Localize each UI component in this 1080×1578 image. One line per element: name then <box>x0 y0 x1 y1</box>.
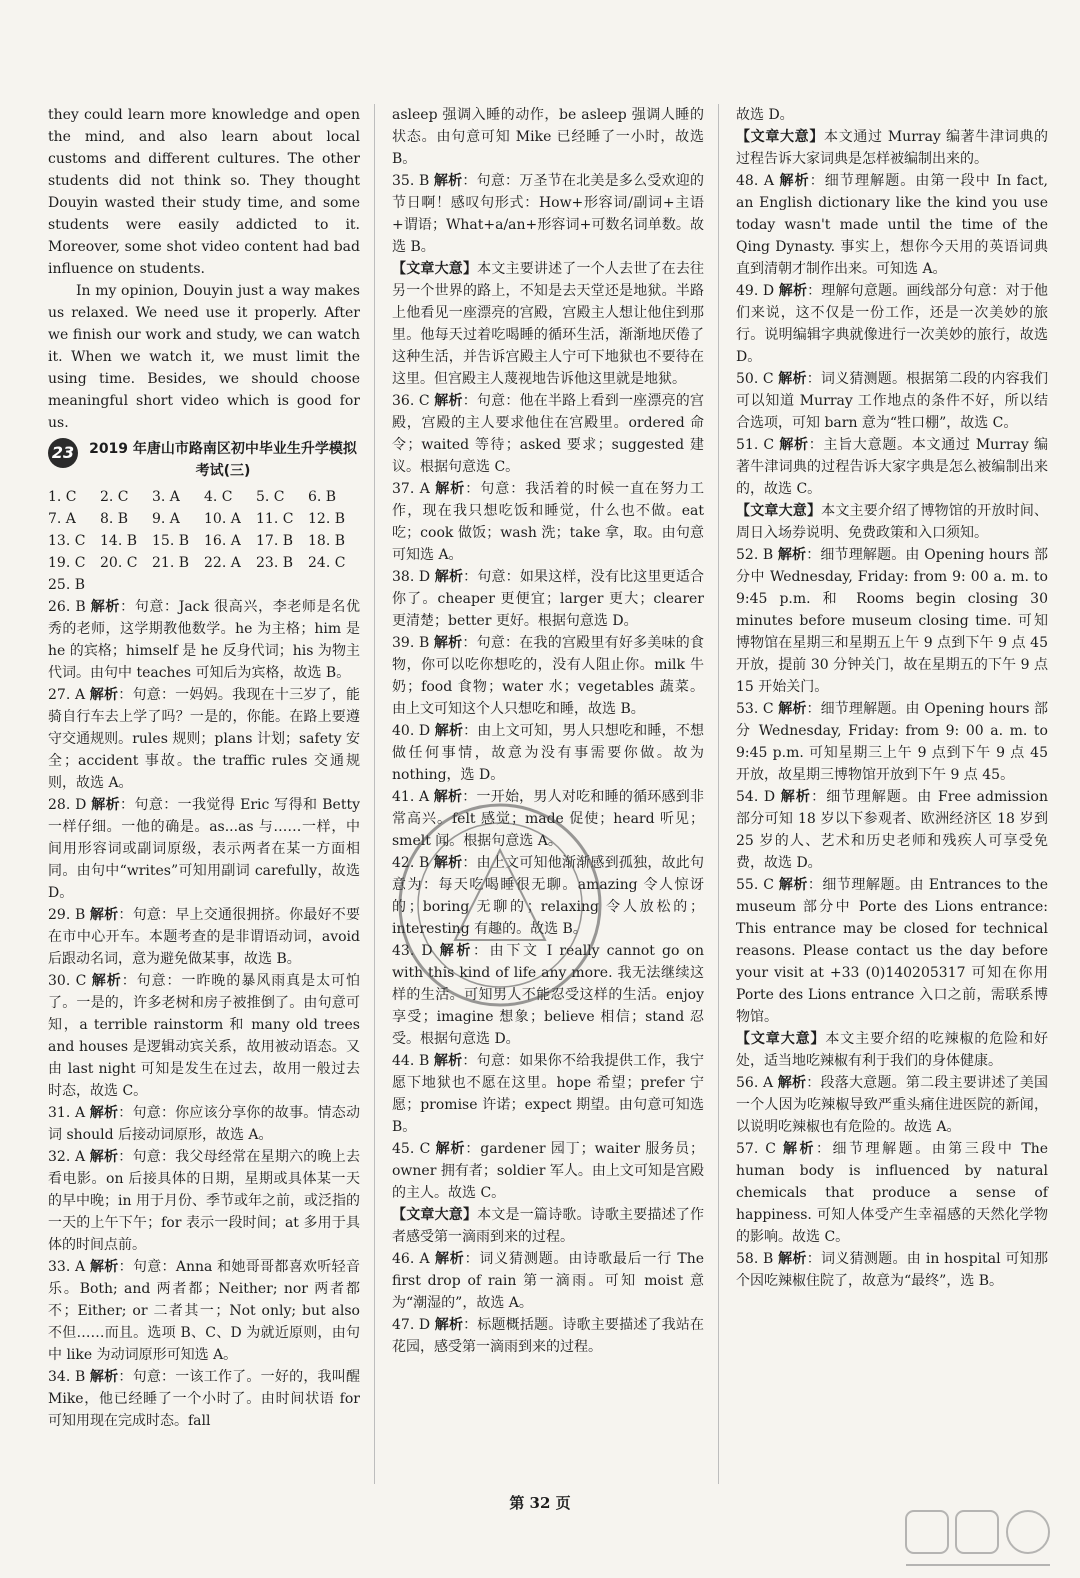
item-number: 39. B <box>392 635 430 651</box>
summary-label: 【文章大意】 <box>392 261 478 277</box>
item-text: ：句意：一昨晚的暴风雨真是太可怕了。一是的，许多老树和房子被推倒了。由句意可知，a terrible rainstorm 和 many old trees and houses 是逻辑动宾关系，故用被动语态。又由 last night 可知是发生在过去，故用一般过去时态，故选 C。 <box>48 973 360 1099</box>
item-number: 37. A <box>392 481 430 497</box>
summary-label: 【文章大意】 <box>736 1031 826 1047</box>
answer-cell: 9. A <box>152 511 180 527</box>
item-label: 解析 <box>434 1251 465 1267</box>
item-label: 解析 <box>434 1317 464 1333</box>
answer-cell: 16. A <box>204 533 241 549</box>
item-text: ：句意：Jack 很高兴，李老师是名优秀的老师，这学期教他数学。he 为主格；him 是 he 的宾格；himself 是 he 反身代词；his 为物主代词。由句中 teaches 可知后为宾格，故选 B。 <box>48 599 361 681</box>
item-number: 33. A <box>48 1259 86 1275</box>
answer-cell: 13. C <box>48 533 86 549</box>
answer-cell: 5. C <box>256 489 285 505</box>
item-text: ：句意：我活着的时候一直在努力工作，现在我只想吃饭和睡觉，什么也不做。eat 吃；cook 做饭；wash 洗；take 拿，取。由句意可知选 A。 <box>392 481 705 563</box>
answer-cell: 19. C <box>48 555 86 571</box>
item-number: 53. C <box>736 701 774 717</box>
item-label: 解析 <box>780 789 812 805</box>
explanation-item <box>736 280 1048 368</box>
explanation-item <box>48 794 360 904</box>
watermark-logo-icon <box>900 1505 1060 1575</box>
item-number: 55. C <box>736 877 774 893</box>
item-number: 42. B <box>392 855 430 871</box>
summary-text: 本文主要介绍了博物馆的开放时间、周日入场券说明、免费政策和入口须知。 <box>736 503 1049 541</box>
summary-label: 【文章大意】 <box>736 503 822 519</box>
explanation-item <box>48 904 360 970</box>
explanation-item <box>48 1366 360 1432</box>
explanation-item <box>48 1146 360 1256</box>
explanation-item <box>48 1256 360 1366</box>
item-label: 解析 <box>433 789 463 805</box>
section-number-badge: 23 <box>48 438 78 468</box>
item-number: 45. C <box>392 1141 431 1157</box>
item-label: 解析 <box>89 1105 119 1121</box>
item-text: ：词义猜测题。根据第二段的内容我们可以知道 Murray 工作地点的条件不好，所以结合选项，可知 barn 意为“牲口棚”，故选 C。 <box>736 371 1049 431</box>
item-number: 47. D <box>392 1317 431 1333</box>
item-text: ：句意：如果这样，没有比这里更适合你了。cheaper 更便宜；larger 更大；clearer 更清楚；better 更好。根据句意选 D。 <box>392 569 704 629</box>
explanation-item <box>48 970 360 1102</box>
answer-cell: 1. C <box>48 489 77 505</box>
item-label: 解析 <box>89 907 119 923</box>
item-number: 31. A <box>48 1105 86 1121</box>
item-text: ：一开始，男人对吃和睡的循环感到非常高兴。felt 感觉；made 促使；heard 听见；smelt 闻。根据句意选 A。 <box>392 789 705 849</box>
answer-cell: 22. A <box>204 555 241 571</box>
explanation-item <box>48 1102 360 1146</box>
item-text: ：句意：Anna 和她哥哥都喜欢听轻音乐。Both; and 两者都；Neither; nor 两者都不；Either; or 二者其一；Not only; but also 不但……而且。选项 B、C、D 为就近原则，由句中 like 为动词原形可知选 A。 <box>48 1259 361 1363</box>
item-text: ：细节理解题。由 Opening hours 部分 Wednesday, Friday: from 9: 00 a. m. to 9:45 p.m. 可知星期三上午 9 点到下午 9 点 45 开放，故星期三博物馆开放到下午 9 点 45。 <box>736 701 1048 783</box>
item-label: 解析 <box>90 599 121 615</box>
item-label: 解析 <box>433 855 463 871</box>
explanation-list <box>48 596 360 1432</box>
item-number: 51. C <box>736 437 775 453</box>
item-text: ：句意：如果你不给我提供工作，我宁愿下地狱也不愿在这里。hope 希望；prefer 宁愿；promise 许诺；expect 期望。由句意可知选 B。 <box>392 1053 704 1135</box>
item-number: 36. C <box>392 393 430 409</box>
multiple-choice-answers <box>48 486 360 596</box>
item-label: 解析 <box>91 797 121 813</box>
item-label: 解析 <box>434 569 464 585</box>
item-text: ：句意：万圣节在北美是多么受欢迎的节日啊！感叹句形式：How+形容词/副词+主语+谓语；What+a/an+形容词+可数名词单数。故选 B。 <box>392 173 704 255</box>
item-label: 解析 <box>778 371 807 387</box>
answer-cell: 18. B <box>308 533 346 549</box>
item-label: 解析 <box>778 701 807 717</box>
explanation-item <box>736 874 1048 1028</box>
item-number: 57. C <box>736 1141 776 1157</box>
item-label: 解析 <box>778 283 808 299</box>
explanation-item <box>392 390 704 478</box>
answer-cell: 15. B <box>152 533 190 549</box>
item-number: 44. B <box>392 1053 430 1069</box>
summary-paragraph <box>736 1028 1048 1072</box>
summary-paragraph <box>736 500 1048 544</box>
item-text: ：细节理解题。由 Opening hours 部分中 Wednesday, Friday: from 9: 00 a. m. to 9:45 p.m. 和 Rooms begin closing 30 minutes before museum closing time. 可知博物馆在星期三和星期五上午 9 点到下午 9 点 45 开放，提前 30 分钟关门，故在星期五的下午 9 点 15 开始关门。 <box>736 547 1049 695</box>
summary-paragraph <box>392 1204 704 1248</box>
item-text: ：段落大意题。第二段主要讲述了美国一个人因为吃辣椒导致严重头痛住进医院的新闻，以说明吃辣椒也有危险的。故选 A。 <box>736 1075 1049 1135</box>
explanation-item <box>736 368 1048 434</box>
item-number: 35. B <box>392 173 430 189</box>
item-label: 解析 <box>782 1141 817 1157</box>
item-text: ：句意：一该工作了。一好的，我叫醒 Mike，他已经睡了一个小时了。由时间状语 for 可知用现在完成时态。fall <box>48 1369 360 1429</box>
answer-cell: 6. B <box>308 489 337 505</box>
item-number: 26. B <box>48 599 86 615</box>
explanation-item <box>392 1248 704 1314</box>
answer-cell: 7. A <box>48 511 76 527</box>
column-divider <box>718 104 719 1484</box>
item-label: 解析 <box>433 635 463 651</box>
item-number: 48. A <box>736 173 774 189</box>
essay-paragraph: they could learn more knowledge and open the mind, and also learn about local customs and different cultures. The other students did not think so. They thought Douyin wasted their study time, and some students were easily addicted to it. Moreover, some shot video content had bad influence on students. <box>48 107 360 277</box>
item-label: 解析 <box>434 393 463 409</box>
answer-cell: 8. B <box>100 511 129 527</box>
item-label: 解析 <box>89 687 119 703</box>
item-text: ：句意：一妈妈。我现在十三岁了，能骑自行车去上学了吗？一是的，你能。在路上要遵守交通规则。rules 规则；plans 计划；safety 安全；accident 事故。the traffic rules 交通规则，故选 A。 <box>48 687 361 791</box>
item-text: ：标题概括题。诗歌主要描述了我站在花园，感受第一滴雨到来的过程。 <box>392 1317 704 1355</box>
answer-cell: 17. B <box>256 533 294 549</box>
item-label: 解析 <box>779 437 809 453</box>
item-label: 解析 <box>778 877 808 893</box>
summary-paragraph <box>736 126 1048 170</box>
item-number: 49. D <box>736 283 775 299</box>
answer-cell: 25. B <box>48 577 86 593</box>
explanation-item <box>736 434 1048 500</box>
answer-cell: 21. B <box>152 555 190 571</box>
explanation-item <box>736 544 1048 698</box>
item-label: 解析 <box>435 481 466 497</box>
answer-cell: 14. B <box>100 533 138 549</box>
summary-text: 本文是一篇诗歌。诗歌主要描述了作者感受第一滴雨到来的过程。 <box>392 1207 705 1245</box>
item-text: ：句意：早上交通很拥挤。你最好不要在市中心开车。本题考查的是非谓语动词，avoid 后跟动名词，意为避免做某事，故选 B。 <box>48 907 360 967</box>
explanation-item <box>392 1050 704 1138</box>
explanation-list <box>392 170 704 258</box>
item-number: 41. A <box>392 789 430 805</box>
item-label: 解析 <box>433 1053 463 1069</box>
explanation-list <box>392 1248 704 1358</box>
summary-paragraph <box>392 258 704 390</box>
continued-text: asleep 强调入睡的动作，be asleep 强调人睡的状态。由句意可知 Mike 已经睡了一小时，故选 B。 <box>392 107 704 167</box>
item-label: 解析 <box>435 1141 466 1157</box>
answer-cell: 12. B <box>308 511 346 527</box>
essay-paragraph: In my opinion, Douyin just a way makes us relaxed. We need use it properly. After we finish our work and study, we can watch it. When we watch it, we must limit the using time. Besides, we should choose meaningful short video which is good for us. <box>48 283 360 431</box>
page-number: 第 32 页 <box>509 1494 571 1512</box>
exam-title: 2019 年唐山市路南区初中毕业生升学模拟考试(三) <box>89 441 357 479</box>
explanation-list <box>736 170 1048 500</box>
explanation-list <box>736 544 1048 1028</box>
explanation-item <box>736 698 1048 786</box>
explanation-list <box>736 1072 1048 1292</box>
summary-label: 【文章大意】 <box>736 129 825 145</box>
item-number: 28. D <box>48 797 87 813</box>
explanation-item <box>392 1314 704 1358</box>
explanation-item <box>48 596 360 684</box>
answer-cell: 2. C <box>100 489 129 505</box>
answer-cell: 11. C <box>256 511 294 527</box>
item-text: ：由上文可知，男人只想吃和睡，不想做任何事情，故意为没有事需要你做。故为 nothing，选 D。 <box>392 723 704 783</box>
answer-cell: 24. C <box>308 555 346 571</box>
explanation-item <box>736 1248 1048 1292</box>
summary-label: 【文章大意】 <box>392 1207 478 1223</box>
item-text: ：理解句意题。画线部分句意：对于他们来说，这不仅是一份工作，还是一次美妙的旅行。说明编辑字典就像进行一次美妙的旅行，故选 D。 <box>736 283 1048 365</box>
item-text: ：由下文 I really cannot go on with this kind of life any more. 我无法继续这样的生活。可知男人不能忍受这样的生活。enjoy 享受；imagine 想象；believe 相信；stand 忍受。根据句意选 D。 <box>392 943 704 1047</box>
item-number: 50. C <box>736 371 774 387</box>
explanation-item <box>736 1138 1048 1248</box>
item-text: ：细节理解题。由 Free admission 部分可知 18 岁以下参观者、欧洲经济区 18 岁到 25 岁的人、艺术和历史老师和残疾人可享受免费，故选 D。 <box>736 789 1048 871</box>
item-text: ：句意：你应该分享你的故事。情态动词 should 后接动词原形，故选 A。 <box>48 1105 361 1143</box>
column-right <box>736 104 1048 1292</box>
item-text: ：细节理解题。由第一段中 In fact, an English dictionary like the kind you use today wasn't made until the time of the Qing Dynasty. 事实上，想你今天用的英语词典直到清朝才制作出来。可知选 A。 <box>736 173 1049 277</box>
item-number: 43. D <box>392 943 433 959</box>
column-middle <box>392 104 704 1358</box>
item-label: 解析 <box>434 723 464 739</box>
item-number: 56. A <box>736 1075 774 1091</box>
answer-cell: 10. A <box>204 511 241 527</box>
item-number: 40. D <box>392 723 431 739</box>
item-label: 解析 <box>89 1259 119 1275</box>
answer-cell: 23. B <box>256 555 294 571</box>
item-text: ：句意：我父母经常在星期六的晚上去看电影。on 后接具体的日期，星期或具体某一天的早中晚；in 用于月份、季节或年之前，或泛指的一天的上午下午；for 表示一段时间；at 多用于具体的时间点前。 <box>48 1149 361 1253</box>
item-number: 29. B <box>48 907 86 923</box>
item-text: ：句意：在我的宫殿里有好多美味的食物，你可以吃你想吃的，没有人阻止你。milk 牛奶；food 食物；water 水；vegetables 蔬菜。由上文可知这个人只想吃和睡，故选 B。 <box>392 635 704 717</box>
explanation-item <box>392 720 704 786</box>
item-text: ：主旨大意题。本文通过 Murray 编著牛津词典的过程告诉大家字典是怎么被编制出来的，故选 C。 <box>736 437 1048 497</box>
explanation-item <box>736 1072 1048 1138</box>
explanation-item <box>736 786 1048 874</box>
item-text: ：句意：他在半路上看到一座漂亮的宫殿，宫殿的主人要求他住在宫殿里。ordered 命令；waited 等待；asked 要求；suggested 建议。根据句意选 C。 <box>392 393 705 475</box>
item-number: 38. D <box>392 569 431 585</box>
explanation-item <box>392 1138 704 1204</box>
column-divider <box>374 104 375 1484</box>
summary-text: 本文主要介绍的吃辣椒的危险和好处，适当地吃辣椒有利于我们的身体健康。 <box>736 1031 1049 1069</box>
answer-cell: 20. C <box>100 555 138 571</box>
explanation-item <box>392 632 704 720</box>
explanation-item <box>392 170 704 258</box>
item-text: ：细节理解题。由第三段中 The human body is influenced by natural chemicals that produce a sense of happiness. 可知人体受产生幸福感的天然化学物的影响。故选 C。 <box>736 1141 1048 1245</box>
summary-text: 本文通过 Murray 编著牛津词典的过程告诉大家词典是怎样被编制出来的。 <box>736 129 1048 167</box>
item-number: 27. A <box>48 687 86 703</box>
explanation-item <box>392 478 704 566</box>
item-label: 解析 <box>439 943 474 959</box>
item-label: 解析 <box>778 1251 807 1267</box>
explanation-item <box>48 684 360 794</box>
item-label: 解析 <box>433 173 463 189</box>
item-number: 46. A <box>392 1251 430 1267</box>
item-label: 解析 <box>91 973 122 989</box>
answer-cell: 4. C <box>204 489 233 505</box>
item-number: 34. B <box>48 1369 86 1385</box>
item-number: 54. D <box>736 789 776 805</box>
item-text: ：句意：一我觉得 Eric 写得和 Betty 一样仔细。一他的确是。as...as 与……一样，中间用形容词或副词原级，表示两者在某一方面相同。由句中“writes”可知用副词 carefully，故选 D。 <box>48 797 360 901</box>
item-text: ：细节理解题。由 Entrances to the museum 部分中 Porte des Lions entrance: This entrance may be closed for technical reasons. Please contact us the day before your visit at +33 (0)140205317 可知在你用 Porte des Lions entrance 入口之前，需联系博物馆。 <box>736 877 1049 1025</box>
stamp-seal-icon <box>385 790 615 1020</box>
item-text: ：词义猜测题。由诗歌最后一行 The first drop of rain 第一滴雨。可知 moist 意为“潮湿的”，故选 A。 <box>392 1251 705 1311</box>
explanation-item <box>392 566 704 632</box>
summary-text: 本文主要讲述了一个人去世了在去往另一个世界的路上，不知是去天堂还是地狱。半路上他看见一座漂亮的宫殿，宫殿主人想让他住到那里。他每天过着吃喝睡的循环生活，渐渐地厌倦了这种生活，并告诉宫殿主人宁可下地狱也不要待在这里。但宫殿主人蔑视地告诉他这里就是地狱。 <box>392 261 705 387</box>
item-text: ：gardener 园丁；waiter 服务员；owner 拥有者；soldier 军人。由上文可知是宫殿的主人。故选 C。 <box>392 1141 705 1201</box>
item-label: 解析 <box>89 1149 119 1165</box>
item-label: 解析 <box>779 173 810 189</box>
column-left <box>48 104 360 1432</box>
item-number: 58. B <box>736 1251 774 1267</box>
item-label: 解析 <box>777 1075 807 1091</box>
answer-cell: 3. A <box>152 489 180 505</box>
item-text: ：词义猜测题。由 in hospital 可知那个因吃辣椒住院了，故意为“最终”，选 B。 <box>736 1251 1048 1289</box>
continued-text: 故选 D。 <box>736 107 794 123</box>
explanation-item <box>736 170 1048 280</box>
item-text: ：由上文可知他渐渐感到孤独，故此句意为：每天吃喝睡很无聊。amazing 令人惊讶的；boring 无聊的；relaxing 令人放松的；interesting 有趣的。故选 B。 <box>392 855 704 937</box>
item-number: 52. B <box>736 547 774 563</box>
item-number: 32. A <box>48 1149 86 1165</box>
item-label: 解析 <box>89 1369 119 1385</box>
exam-section-header <box>48 438 360 482</box>
item-number: 30. C <box>48 973 87 989</box>
item-label: 解析 <box>777 547 807 563</box>
